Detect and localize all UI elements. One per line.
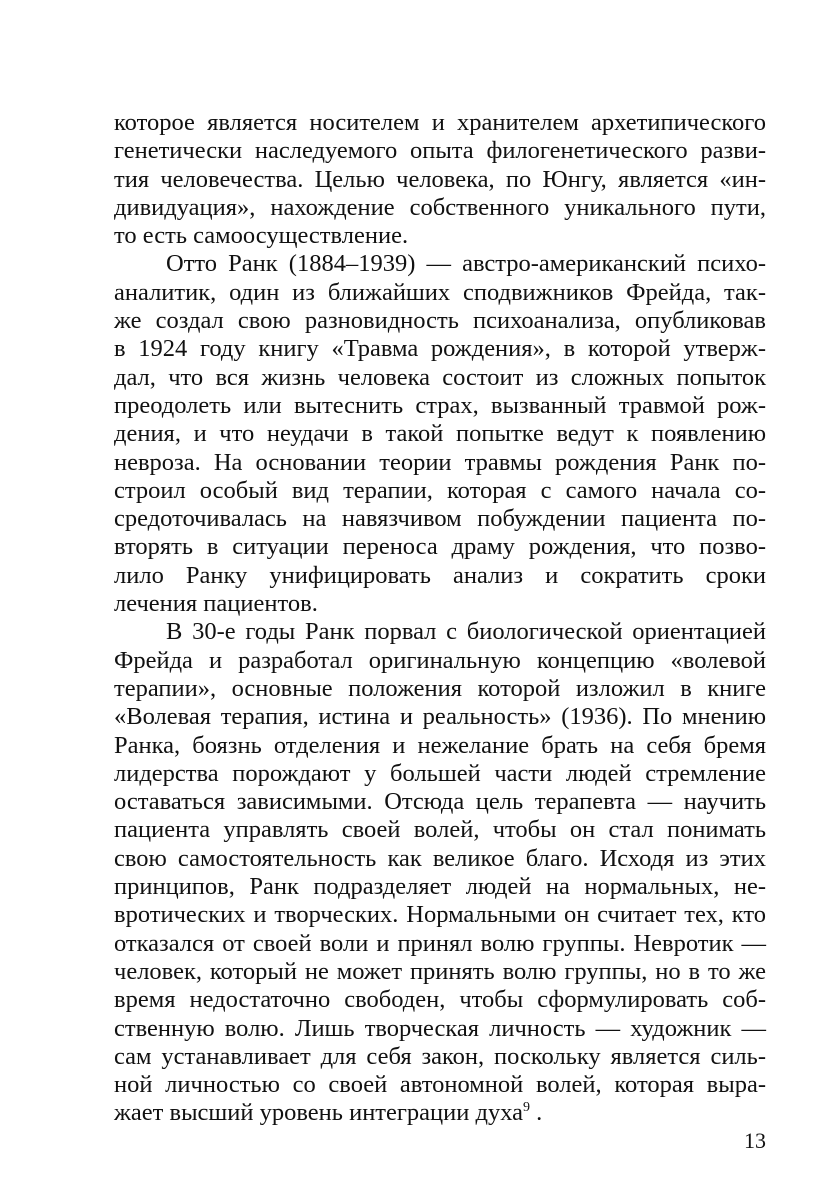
text-line: которое является носителем и хранителем архетипического (114, 109, 766, 136)
text-line: невроза. На основании теории травмы рождения Ранк по- (114, 448, 766, 476)
text-line: вротических и творческих. Нормальными он считает тех, кто (114, 901, 766, 929)
paragraph (114, 618, 766, 1127)
text-line: преодолеть или вытеснить страх, вызванный травмой рож- (114, 391, 766, 419)
text-line: Отто Ранк (1884–1939) — австро-американский психо- (166, 250, 766, 278)
text-line: человек, который не может принять волю группы, но в то же (114, 957, 766, 985)
text-line: лидерства порождают у большей части людей стремление (114, 759, 766, 787)
text-line: средоточивалась на навязчивом побуждении пациента по- (114, 505, 766, 533)
text-line: жает высший уровень интеграции духа$^9$ . (114, 1099, 543, 1127)
paragraph (114, 109, 766, 250)
text-line: аналитик, один из ближайших сподвижников Фрейда, так- (114, 278, 766, 306)
text-line: В 30-е годы Ранк порвал с биологической ориентацией (166, 618, 766, 646)
text-line: время недостаточно свободен, чтобы сформулировать соб- (114, 986, 766, 1014)
text-line: генетически наследуемого опыта филогенетического разви- (114, 137, 766, 165)
text-line: в 1924 году книгу «Травма рождения», в которой утверж- (114, 335, 766, 363)
text-line: Фрейда и разработал оригинальную концепцию «волевой (114, 646, 766, 674)
paragraph (114, 250, 766, 618)
text-line: дал, что вся жизнь человека состоит из сложных попыток (114, 363, 766, 391)
text-line: «Волевая терапия, истина и реальность» (1936). По мнению (114, 703, 766, 731)
text-line: пациента управлять своей волей, чтобы он стал понимать (114, 816, 766, 844)
text-line: ственную волю. Лишь творческая личность — художник — (114, 1014, 766, 1042)
text-line: то есть самоосуществление. (114, 222, 409, 250)
text-line: вторять в ситуации переноса драму рождения, что позво- (114, 533, 766, 561)
text-line: отказался от своей воли и принял волю группы. Невротик — (114, 929, 766, 957)
text-line: строил особый вид терапии, которая с самого начала со- (114, 476, 766, 504)
body-text (114, 109, 766, 1128)
trailing-punctuation: . (530, 1099, 543, 1127)
text-line: же создал свою разновидность психоанализа, опубликовав (114, 307, 766, 335)
text-line: сам устанавливает для себя закон, поскольку является силь- (114, 1042, 766, 1070)
footnote-ref: 9 (523, 1100, 531, 1116)
page-number: 13 (744, 1128, 766, 1153)
text-line: оставаться зависимыми. Отсюда цель терапевта — научить (114, 788, 766, 816)
text-line: терапии», основные положения которой изложил в книге (114, 674, 766, 702)
text-line: принципов, Ранк подразделяет людей на нормальных, не- (114, 873, 766, 901)
text-line: ной личностью со своей автономной волей, которая выра- (114, 1071, 766, 1099)
text-line: дения, и что неудачи в такой попытке ведут к появлению (114, 420, 766, 448)
text-line: лечения пациентов. (114, 590, 318, 618)
text-line: свою самостоятельность как великое благо. Исходя из этих (114, 844, 766, 872)
text-line: дивидуация», нахождение собственного уникального пути, (114, 193, 766, 221)
text-line: лило Ранку унифицировать анализ и сократить сроки (114, 561, 766, 589)
text-line: тия человечества. Целью человека, по Юнгу, является «ин- (114, 165, 766, 193)
text-line: Ранка, боязнь отделения и нежелание брать на себя бремя (114, 731, 766, 759)
